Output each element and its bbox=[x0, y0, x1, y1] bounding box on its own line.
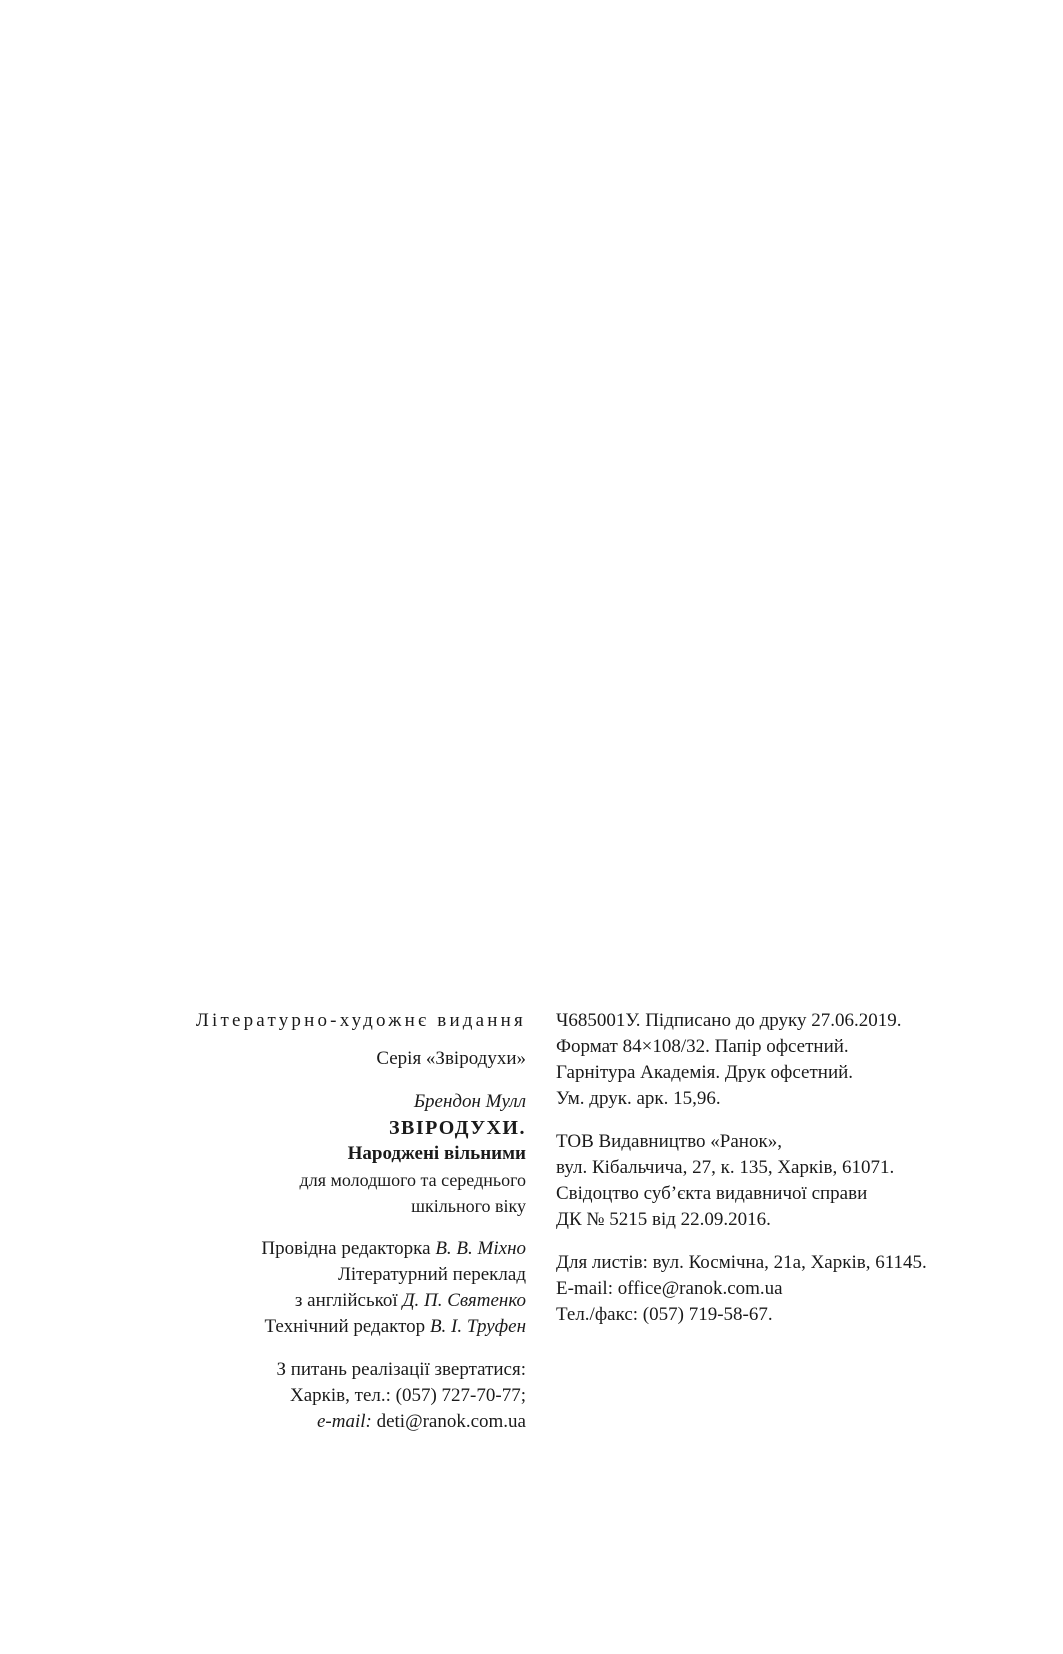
tech-editor bbox=[110, 1314, 526, 1340]
imprint-right-column bbox=[556, 1008, 1016, 1328]
sales-phone: Харків, тел.: (057) 727-70-77; bbox=[290, 1385, 526, 1406]
sales-email-label: e-mail: bbox=[316, 1411, 372, 1432]
publisher-line-1: ТОВ Видавництво «Ранок», bbox=[556, 1131, 782, 1152]
publisher-phone: Тел./факс: (057) 719-58-67. bbox=[556, 1304, 773, 1325]
audience-line-1: для молодшого та середнього bbox=[299, 1170, 526, 1190]
sales-heading: З питань реалізації звертатися: bbox=[276, 1359, 526, 1380]
series-name: Серія «Звіродухи» bbox=[376, 1048, 526, 1069]
sales-email bbox=[110, 1409, 526, 1435]
lead-editor-name: В. В. Міхно bbox=[435, 1238, 526, 1259]
translation-label: Літературний переклад bbox=[338, 1264, 526, 1285]
translator bbox=[110, 1288, 526, 1314]
lead-editor-label: Провідна редакторка bbox=[261, 1238, 436, 1259]
tech-editor-name: В. І. Труфен bbox=[429, 1316, 526, 1337]
print-info-line-1: Ч685001У. Підписано до друку 27.06.2019. bbox=[556, 1010, 902, 1031]
translation-from: з англійської bbox=[294, 1290, 403, 1311]
sales-email-address: deti@ranok.com.ua bbox=[371, 1411, 526, 1432]
book-subtitle: Народжені вільними bbox=[347, 1143, 526, 1164]
lead-editor bbox=[110, 1236, 526, 1262]
publisher-line-3: Свідоцтво суб’єкта видавничої справи bbox=[556, 1183, 868, 1204]
imprint-left-column bbox=[110, 1008, 526, 1435]
audience-line-2: шкільного віку bbox=[411, 1196, 526, 1216]
print-info-line-4: Ум. друк. арк. 15,96. bbox=[556, 1088, 721, 1109]
publisher-line-4: ДК № 5215 від 22.09.2016. bbox=[556, 1209, 771, 1230]
print-info-line-2: Формат 84×108/32. Папір офсетний. bbox=[556, 1036, 849, 1057]
author-name: Брендон Мулл bbox=[413, 1091, 526, 1112]
book-title: ЗВІРОДУХИ. bbox=[388, 1117, 526, 1139]
tech-editor-label: Технічний редактор bbox=[264, 1316, 430, 1337]
print-info-line-3: Гарнітура Академія. Друк офсетний. bbox=[556, 1062, 854, 1083]
publisher-email: E-mail: office@ranok.com.ua bbox=[556, 1278, 783, 1299]
publisher-line-2: вул. Кібальчича, 27, к. 135, Харків, 61071. bbox=[556, 1157, 895, 1178]
mail-address: Для листів: вул. Космічна, 21а, Харків, 61145. bbox=[556, 1252, 927, 1273]
translator-name: Д. П. Святенко bbox=[402, 1290, 526, 1311]
edition-type: Літературно-художнє видання bbox=[195, 1010, 526, 1031]
